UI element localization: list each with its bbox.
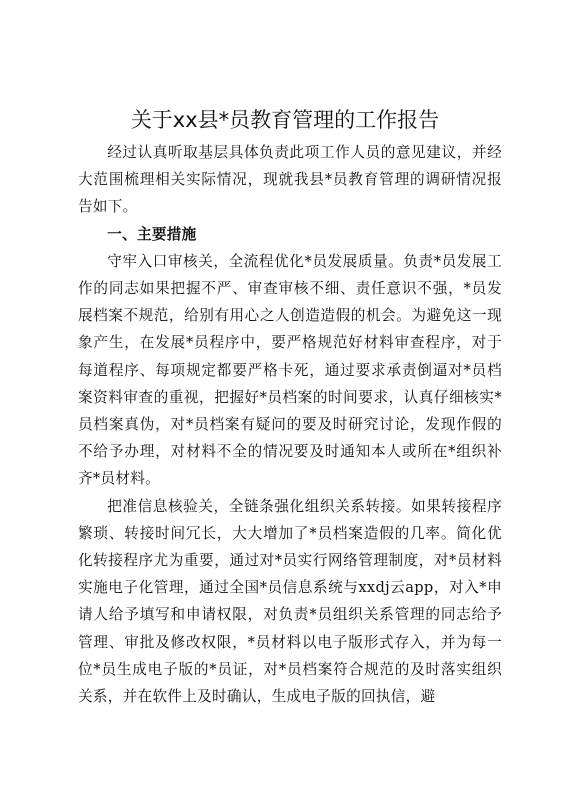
body-paragraph: 守牢入口审核关，全流程优化*员发展质量。负责*员发展工作的同志如果把握不严、审查审核不细、责任意识不强，*员发展档案不规范，给别有用心之人创造造假的机会。为避免这一现象产生，在发展*员程序中，要严格规范好材料审查程序，对于每道程序、每项规定都要严格卡死，通过要求承责倒逼对*员档案资料审查的重视，把握好*员档案的时间要求，认真仔细核实*员档案真伪，对*员档案有疑问的要及时研究讨论，发现作假的不给予办理，对材料不全的情况要及时通知本人或所在*组织补齐*员材料。 xyxy=(78,252,502,488)
body-paragraph: 把准信息核验关，全链条强化组织关系转接。如果转接程序繁琐、转接时间冗长，大大增加了*员档案造假的几率。简化优化转接程序尤为重要，通过对*员实行网络管理制度，对*员材料实施电子化管理，通过全国*员信息系统与xxdj云app，对入*申请人给予填写和申请权限，对负责*员组织关系管理的同志给予管理、审批及修改权限，*员材料以电子版形式存入，并为每一位*员生成电子版的*员证，对*员档案符合规范的及时落实组织关系，并在软件上及时确认，生成电子版的回执信，避 xyxy=(78,497,502,706)
section-heading: 一、主要措施 xyxy=(107,225,197,243)
document-body xyxy=(78,139,502,710)
document-title: 关于xx县*员教育管理的工作报告 xyxy=(130,108,440,132)
intro-paragraph: 经过认真听取基层具体负责此项工作人员的意见建议，并经大范围梳理相关实际情况，现就我县*员教育管理的调研情况报告如下。 xyxy=(78,144,502,216)
